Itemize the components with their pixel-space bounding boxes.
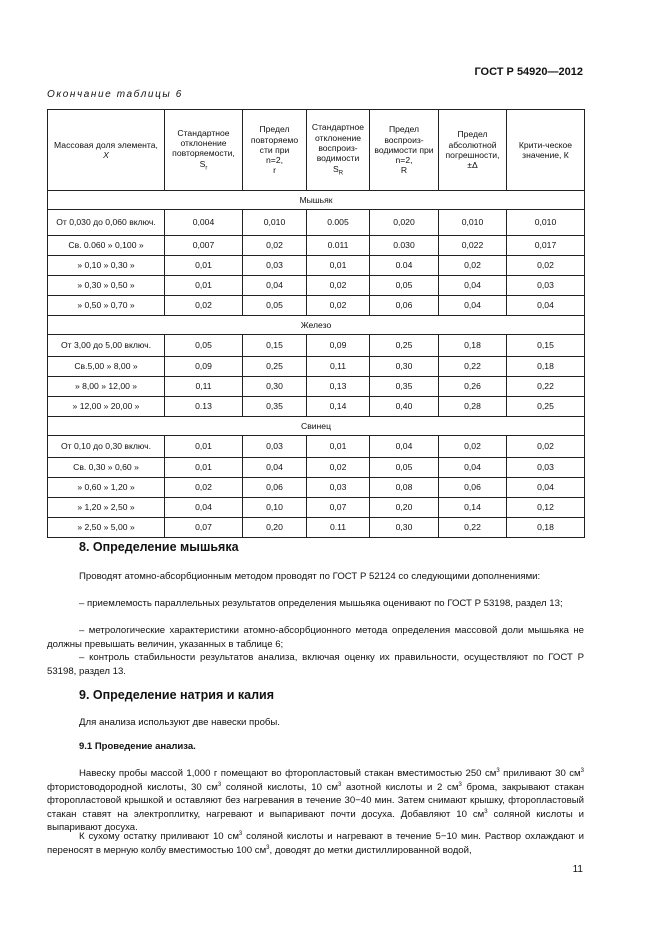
value-cell: 0,09 — [307, 335, 370, 357]
value-cell: 0,01 — [165, 256, 243, 276]
range-cell: » 1,20 » 2,50 » — [48, 498, 165, 518]
range-cell: Св. 0,30 » 0,60 » — [48, 458, 165, 478]
value-cell: 0,05 — [165, 335, 243, 357]
value-cell: 0,30 — [370, 518, 439, 538]
page-number: 11 — [572, 864, 583, 875]
value-cell: 0,02 — [307, 296, 370, 316]
value-cell: 0,04 — [243, 458, 307, 478]
value-cell: 0.04 — [370, 256, 439, 276]
section-8-para-1: Проводят атомно-абсорбционным методом проводят по ГОСТ Р 52124 со следующими дополнениями: — [79, 571, 541, 582]
value-cell: 0,007 — [165, 236, 243, 256]
value-cell: 0,03 — [243, 436, 307, 458]
value-cell: 0,30 — [370, 357, 439, 377]
value-cell: 0,08 — [370, 478, 439, 498]
section-row — [48, 417, 585, 436]
section-9-para-1: Навеску пробы массой 1,000 г помещают во фторопластовый стакан вместимостью 250 $см^3$ приливают 30 $см^3$ фтористоводородной кислоты, 30 $см^3$ соляной кислоты, 10 $см^3$ азотной кислоты и 2 $см^3$ брома, закрывают стакан фторопластовой крышкой и оставляют без нагревания в течение 30−40 мин. Затем снимают крышку, фторопластовый стакан ставят на электроплитку, нагревают и выпаривают почти досуха. Добавляют 10 $см^3$ соляной кислоты и выпаривают досуха. — [47, 767, 584, 834]
value-cell: 0,02 — [439, 256, 507, 276]
document-code: ГОСТ Р 54920—2012 — [474, 66, 583, 78]
col-header-sr: Стандартное отклонение повторяемости, $S_r$ — [165, 110, 243, 191]
range-cell: » 0,50 » 0,70 » — [48, 296, 165, 316]
table-row — [48, 518, 585, 538]
value-cell: 0,04 — [165, 498, 243, 518]
table-row — [48, 296, 585, 316]
value-cell: 0,13 — [307, 377, 370, 397]
range-cell: » 12,00 » 20,00 » — [48, 397, 165, 417]
value-cell: 0,01 — [165, 458, 243, 478]
range-cell: Св.5,00 » 8,00 » — [48, 357, 165, 377]
col-header-k: Крити-ческое значение, К — [507, 110, 585, 191]
range-cell: » 0,10 » 0,30 » — [48, 256, 165, 276]
value-cell: 0,12 — [507, 498, 585, 518]
section-9-title: 9. Определение натрия и калия — [79, 688, 275, 702]
value-cell: 0,18 — [507, 357, 585, 377]
section-name: Мышьяк — [48, 191, 585, 210]
value-cell: 0,14 — [439, 498, 507, 518]
col-header-R: Предел воспроиз-водимости при n=2, R — [370, 110, 439, 191]
value-cell: 0,04 — [370, 436, 439, 458]
section-8-title: 8. Определение мышьяка — [79, 540, 239, 554]
section-8-para-3: – метрологические характеристики атомно-абсорбционного метода определения массовой доли мышьяка не должны превышать величин, указанных в таблице 6; — [47, 625, 584, 650]
value-cell: 0,02 — [243, 236, 307, 256]
value-cell: 0,04 — [507, 478, 585, 498]
section-row — [48, 191, 585, 210]
section-name: Свинец — [48, 417, 585, 436]
value-cell: 0,03 — [507, 276, 585, 296]
range-cell: » 8,00 » 12,00 » — [48, 377, 165, 397]
value-cell: 0,03 — [507, 458, 585, 478]
value-cell: 0,02 — [307, 458, 370, 478]
value-cell: 0,04 — [439, 458, 507, 478]
value-cell: 0,02 — [307, 276, 370, 296]
value-cell: 0,26 — [439, 377, 507, 397]
col-header-fraction: Массовая доля элемента, X — [48, 110, 165, 191]
value-cell: 0,25 — [507, 397, 585, 417]
value-cell: 0,11 — [165, 377, 243, 397]
value-cell: 0.011 — [307, 236, 370, 256]
table-row — [48, 498, 585, 518]
value-cell: 0,14 — [307, 397, 370, 417]
table-row — [48, 377, 585, 397]
col-header-delta: Предел абсолютной погрешности, ±Δ — [439, 110, 507, 191]
value-cell: 0,40 — [370, 397, 439, 417]
value-cell: 0,017 — [507, 236, 585, 256]
section-name: Железо — [48, 316, 585, 335]
value-cell: 0,15 — [507, 335, 585, 357]
value-cell: 0,02 — [507, 256, 585, 276]
value-cell: 0,05 — [370, 276, 439, 296]
value-cell: 0,02 — [165, 296, 243, 316]
table-row — [48, 236, 585, 256]
value-cell: 0,06 — [439, 478, 507, 498]
value-cell: 0,04 — [243, 276, 307, 296]
value-cell: 0,25 — [370, 335, 439, 357]
range-cell: » 0,30 » 0,50 » — [48, 276, 165, 296]
value-cell: 0,010 — [507, 210, 585, 236]
value-cell: 0,18 — [439, 335, 507, 357]
value-cell: 0,01 — [165, 276, 243, 296]
value-cell: 0,04 — [439, 276, 507, 296]
table-caption: Окончание таблицы 6 — [47, 89, 183, 100]
section-9-para-2: К сухому остатку приливают 10 $см^3$ соляной кислоты и нагревают в течение 5−10 мин. Раствор охлаждают и переносят в мерную колбу вместимостью 100 $см^3$, доводят до метки дистиллированной водой, — [47, 830, 585, 856]
value-cell: 0,20 — [243, 518, 307, 538]
value-cell: 0,010 — [439, 210, 507, 236]
value-cell: 0,15 — [243, 335, 307, 357]
value-cell: 0,01 — [307, 256, 370, 276]
value-cell: 0,18 — [507, 518, 585, 538]
value-cell: 0,01 — [165, 436, 243, 458]
value-cell: 0,02 — [439, 436, 507, 458]
value-cell: 0,01 — [307, 436, 370, 458]
table-row — [48, 436, 585, 458]
value-cell: 0,020 — [370, 210, 439, 236]
value-cell: 0,06 — [370, 296, 439, 316]
value-cell: 0,35 — [243, 397, 307, 417]
table-row — [48, 210, 585, 236]
value-cell: 0,03 — [243, 256, 307, 276]
table-row — [48, 478, 585, 498]
section-row — [48, 316, 585, 335]
range-cell: От 0,030 до 0,060 включ. — [48, 210, 165, 236]
value-cell: 0.005 — [307, 210, 370, 236]
range-cell: От 3,00 до 5,00 включ. — [48, 335, 165, 357]
value-cell: 0,06 — [243, 478, 307, 498]
section-9-intro: Для анализа используют две навески пробы. — [79, 717, 280, 728]
value-cell: 0,022 — [439, 236, 507, 256]
range-cell: » 0,60 » 1,20 » — [48, 478, 165, 498]
value-cell: 0,02 — [165, 478, 243, 498]
value-cell: 0,010 — [243, 210, 307, 236]
value-cell: 0,30 — [243, 377, 307, 397]
value-cell: 0,28 — [439, 397, 507, 417]
value-cell: 0,22 — [439, 518, 507, 538]
table-row — [48, 276, 585, 296]
value-cell: 0.11 — [307, 518, 370, 538]
value-cell: 0,25 — [243, 357, 307, 377]
value-cell: 0,04 — [439, 296, 507, 316]
value-cell: 0,22 — [507, 377, 585, 397]
range-cell: » 2,50 » 5,00 » — [48, 518, 165, 538]
col-header-r: Предел повторяемо сти при n=2, r — [243, 110, 307, 191]
value-cell: 0,03 — [307, 478, 370, 498]
section-9-1-title: 9.1 Проведение анализа. — [79, 741, 196, 752]
value-cell: 0,07 — [307, 498, 370, 518]
section-8-para-2: – приемлемость параллельных результатов определения мышьяка оценивают по ГОСТ Р 53198, раздел 13; — [79, 598, 563, 609]
value-cell: 0,11 — [307, 357, 370, 377]
value-cell: 0,10 — [243, 498, 307, 518]
table-row — [48, 335, 585, 357]
value-cell: 0,35 — [370, 377, 439, 397]
data-table — [47, 109, 585, 538]
value-cell: 0,02 — [507, 436, 585, 458]
table-row — [48, 357, 585, 377]
table-row — [48, 397, 585, 417]
value-cell: 0,05 — [370, 458, 439, 478]
table-row — [48, 256, 585, 276]
value-cell: 0,05 — [243, 296, 307, 316]
value-cell: 0,07 — [165, 518, 243, 538]
table-header-row — [48, 110, 585, 191]
value-cell: 0.030 — [370, 236, 439, 256]
value-cell: 0,04 — [507, 296, 585, 316]
table-row — [48, 458, 585, 478]
value-cell: 0,22 — [439, 357, 507, 377]
value-cell: 0,20 — [370, 498, 439, 518]
section-8-para-4: – контроль стабильности результатов анализа, включая оценку их правильности, осуществляют по ГОСТ Р 53198, раздел 13. — [47, 652, 584, 677]
value-cell: 0.13 — [165, 397, 243, 417]
col-header-sR: Стандартное отклонение воспроиз-водимости $S_R$ — [307, 110, 370, 191]
value-cell: 0,004 — [165, 210, 243, 236]
value-cell: 0,09 — [165, 357, 243, 377]
range-cell: Св. 0.060 » 0,100 » — [48, 236, 165, 256]
range-cell: От 0,10 до 0,30 включ. — [48, 436, 165, 458]
